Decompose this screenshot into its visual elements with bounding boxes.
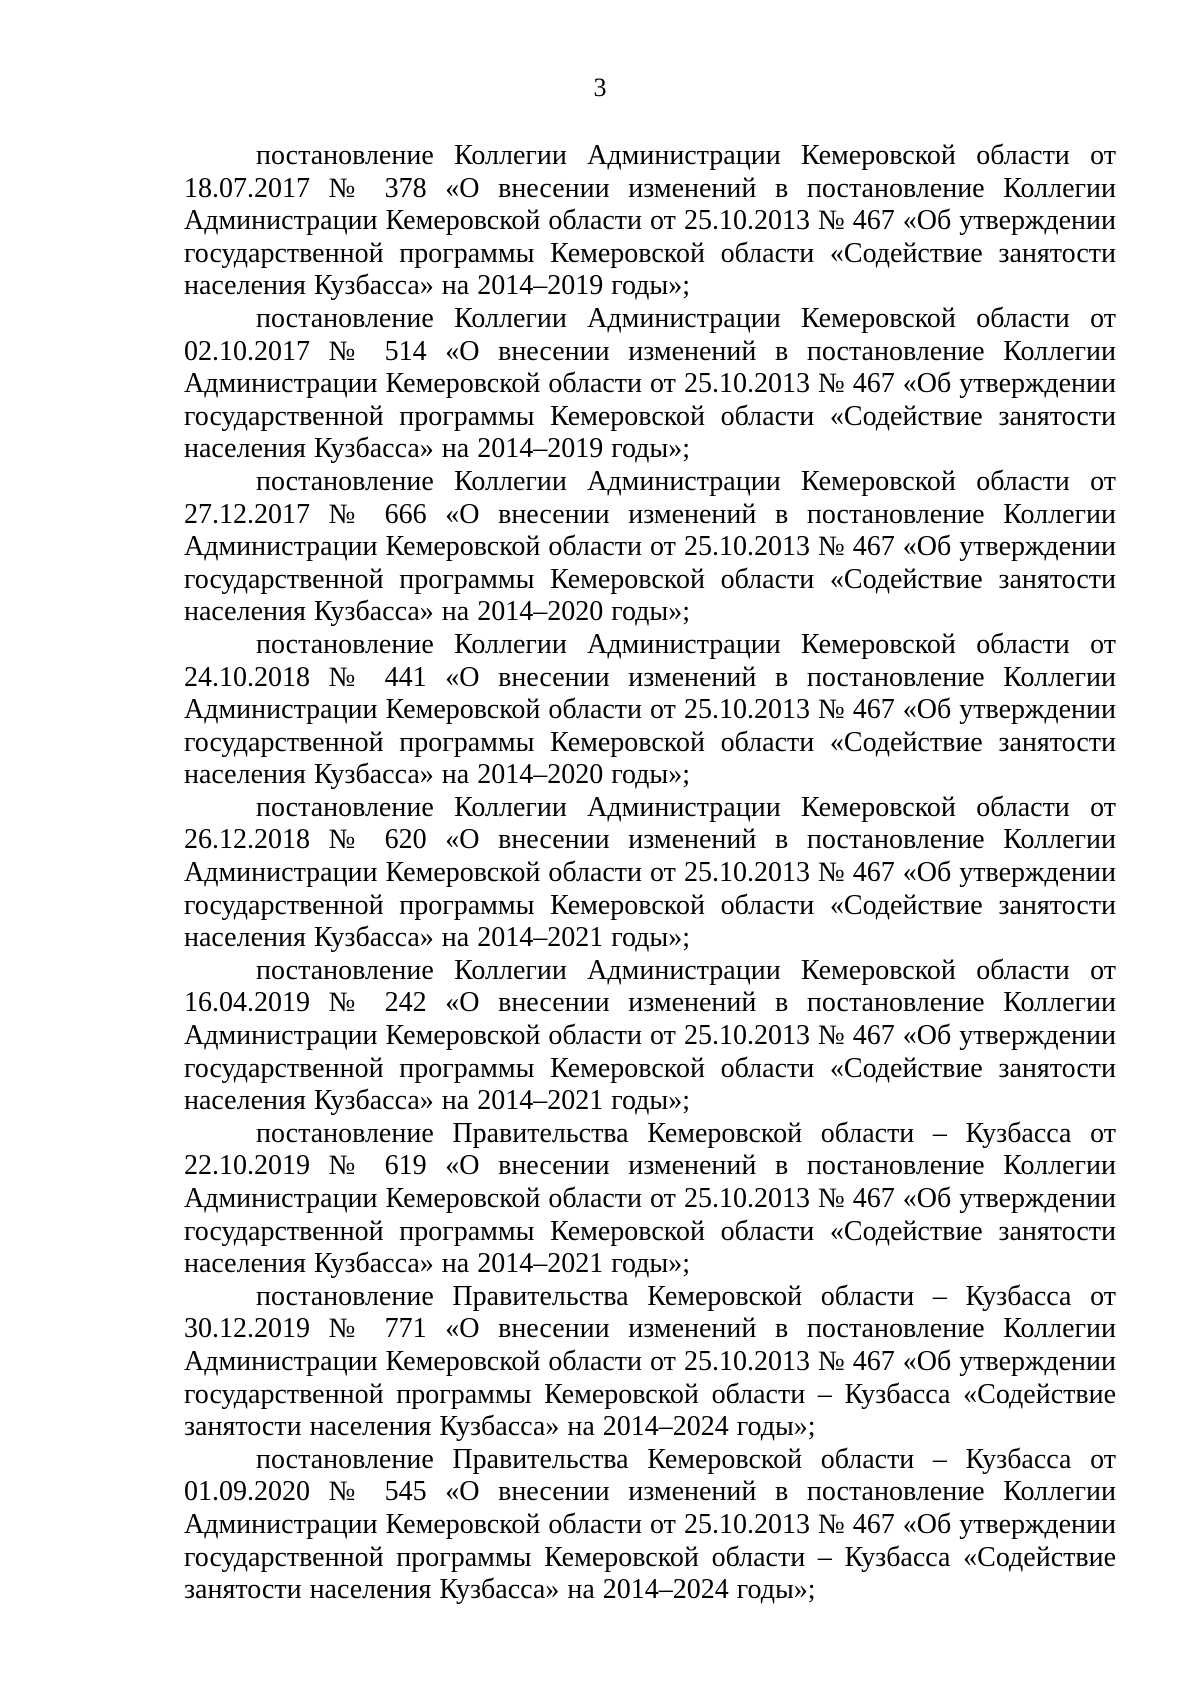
- list-item: постановление Коллегии Администрации Кемеровской области от 24.10.2018 № 441 «О внесении изменений в постановление Коллегии Администрации Кемеровской области от 25.10.2013 № 467 «Об утверждении государственной программы Кемеровской области «Содействие занятости населения Кузбасса» на 2014–2020 годы»;: [184, 628, 1116, 791]
- list-item: постановление Правительства Кемеровской области – Кузбасса от 22.10.2019 № 619 «О внесении изменений в постановление Коллегии Администрации Кемеровской области от 25.10.2013 № 467 «Об утверждении государственной программы Кемеровской области «Содействие занятости населения Кузбасса» на 2014–2021 годы»;: [184, 1117, 1116, 1280]
- list-item: постановление Правительства Кемеровской области – Кузбасса от 30.12.2019 № 771 «О внесении изменений в постановление Коллегии Администрации Кемеровской области от 25.10.2013 № 467 «Об утверждении государственной программы Кемеровской области – Кузбасса «Содействие занятости населения Кузбасса» на 2014–2024 годы»;: [184, 1280, 1116, 1443]
- list-item: постановление Коллегии Администрации Кемеровской области от 18.07.2017 № 378 «О внесении изменений в постановление Коллегии Администрации Кемеровской области от 25.10.2013 № 467 «Об утверждении государственной программы Кемеровской области «Содействие занятости населения Кузбасса» на 2014–2019 годы»;: [184, 140, 1116, 302]
- list-item: постановление Коллегии Администрации Кемеровской области от 27.12.2017 № 666 «О внесении изменений в постановление Коллегии Администрации Кемеровской области от 25.10.2013 № 467 «Об утверждении государственной программы Кемеровской области «Содействие занятости населения Кузбасса» на 2014–2020 годы»;: [184, 465, 1116, 628]
- list-item: постановление Коллегии Администрации Кемеровской области от 16.04.2019 № 242 «О внесении изменений в постановление Коллегии Администрации Кемеровской области от 25.10.2013 № 467 «Об утверждении государственной программы Кемеровской области «Содействие занятости населения Кузбасса» на 2014–2021 годы»;: [184, 954, 1116, 1117]
- list-item: постановление Коллегии Администрации Кемеровской области от 02.10.2017 № 514 «О внесении изменений в постановление Коллегии Администрации Кемеровской области от 25.10.2013 № 467 «Об утверждении государственной программы Кемеровской области «Содействие занятости населения Кузбасса» на 2014–2019 годы»;: [184, 302, 1116, 465]
- list-item: постановление Правительства Кемеровской области – Кузбасса от 01.09.2020 № 545 «О внесении изменений в постановление Коллегии Администрации Кемеровской области от 25.10.2013 № 467 «Об утверждении государственной программы Кемеровской области – Кузбасса «Содействие занятости населения Кузбасса» на 2014–2024 годы»;: [184, 1443, 1116, 1606]
- page-number: 3: [593, 73, 607, 102]
- document-body: [184, 140, 1116, 1607]
- list-item: постановление Коллегии Администрации Кемеровской области от 26.12.2018 № 620 «О внесении изменений в постановление Коллегии Администрации Кемеровской области от 25.10.2013 № 467 «Об утверждении государственной программы Кемеровской области «Содействие занятости населения Кузбасса» на 2014–2021 годы»;: [184, 791, 1116, 954]
